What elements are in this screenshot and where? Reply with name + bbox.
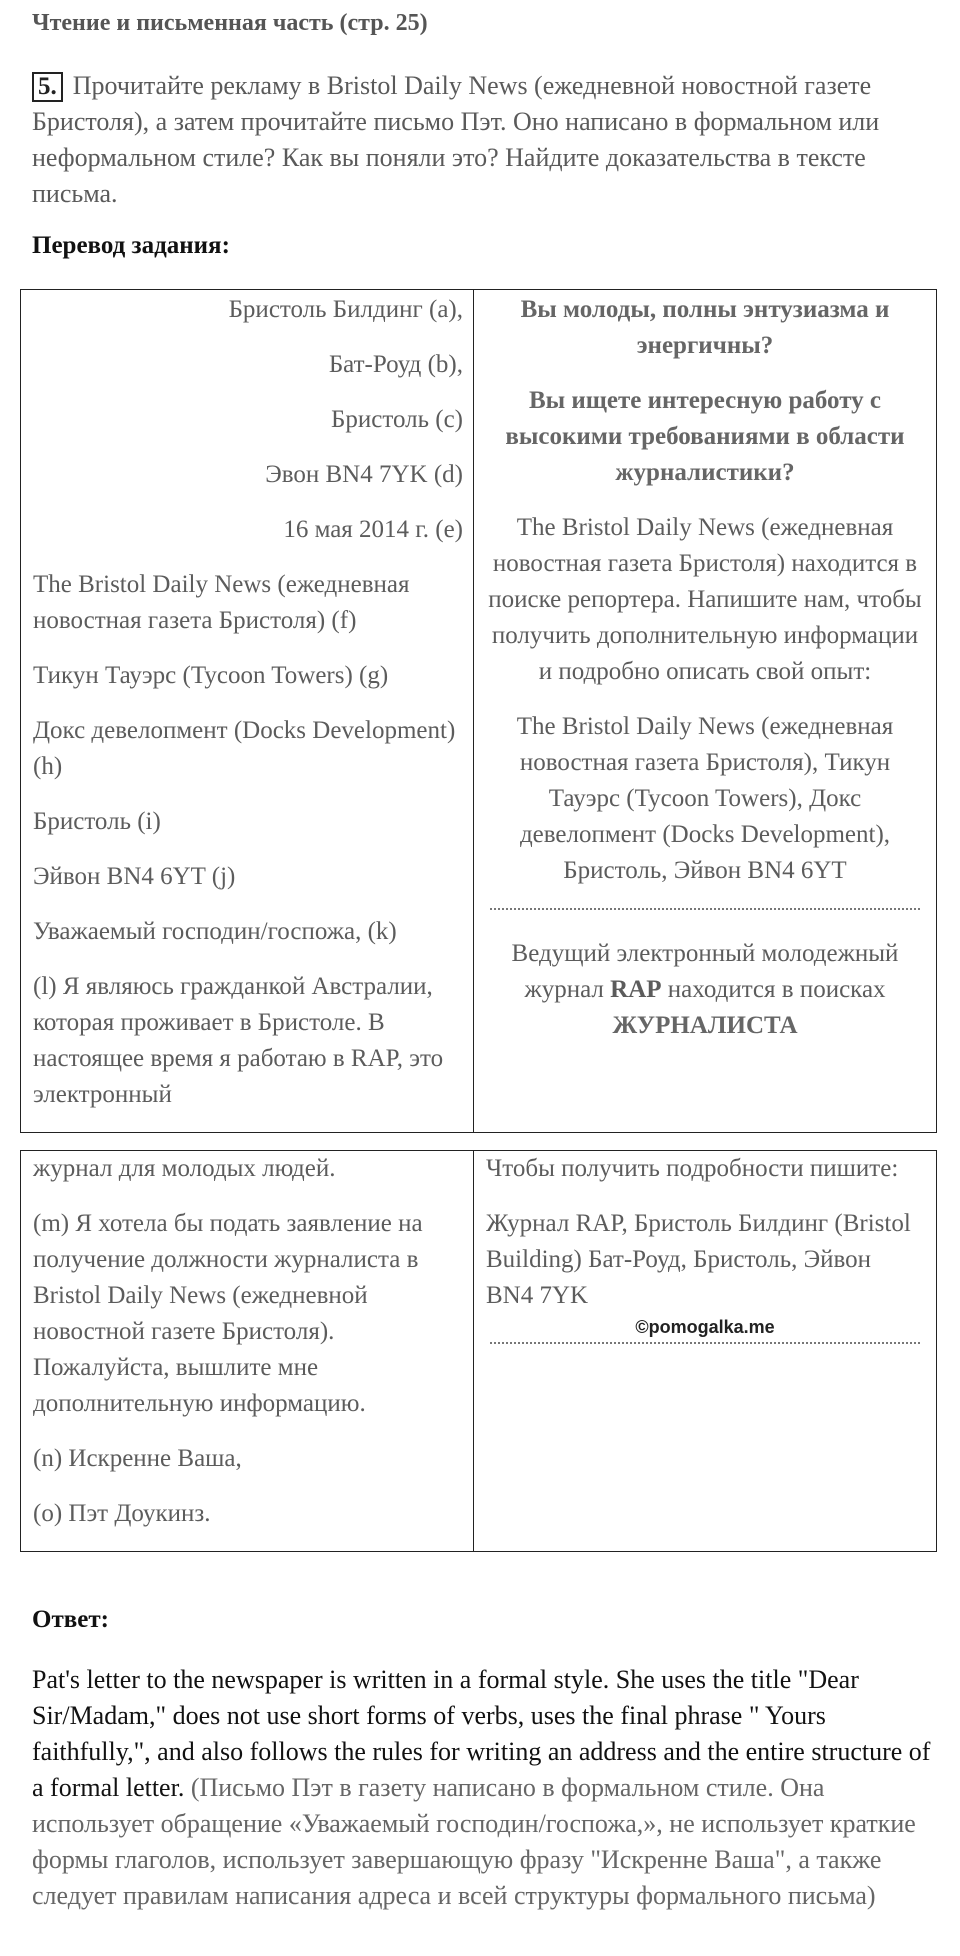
- letter-column-continued: [21, 1151, 474, 1552]
- advert1-body: The Bristol Daily News (ежедневная новостная газета Бристоля) находится в поиске репортера. Напишите нам, чтобы получить дополнительную информации и подробно описать свой опыт:: [488, 514, 922, 685]
- advert2-address: Журнал RAP, Бристоль Билдинг (Bristol Building) Бат-Роуд, Бристоль, Эйвон BN4 7YK: [486, 1210, 911, 1309]
- task-text: Прочитайте рекламу в Bristol Daily News (ежедневной новостной газете Бристоля), а затем прочитайте письмо Пэт. Оно написано в формальном или неформальном стиле? Как вы поняли это? Найдите доказательства в тексте письма.: [32, 71, 880, 208]
- letter-body-part2: журнал для молодых людей.: [33, 1155, 336, 1182]
- advert2-details: Чтобы получить подробности пишите:: [486, 1155, 899, 1182]
- translation-table-part1: [20, 289, 937, 1133]
- letter-paragraph-m: (m) Я хотела бы подать заявление на получение должности журналиста в Bristol Daily News (ежедневной новостной газете Бристоля). Пожалуйста, вышлите мне дополнительную информацию.: [33, 1210, 423, 1417]
- advert2-brand: RAP: [610, 976, 662, 1003]
- sender-address-line: Эвон BN4 7YK (d): [265, 461, 463, 488]
- translation-label: Перевод задания:: [32, 232, 230, 259]
- dotted-divider: [490, 1342, 920, 1344]
- recipient-line: Бристоль (i): [33, 808, 161, 835]
- sender-address-line: Бристоль Билдинг (a),: [228, 296, 463, 323]
- sender-address-line: Бристоль (c): [331, 406, 463, 433]
- dotted-divider: [490, 908, 920, 910]
- advert2-intro: [486, 936, 924, 1008]
- advert-column-continued: [474, 1151, 937, 1552]
- advert2-line-suffix: находится в поисках: [661, 976, 886, 1003]
- letter-column: [21, 290, 474, 1133]
- advert-column: [474, 290, 937, 1133]
- letter-closing: (n) Искренне Ваша,: [33, 1445, 242, 1472]
- recipient-line: Докс девелопмент (Docks Development) (h): [33, 717, 456, 780]
- answer-russian: (Письмо Пэт в газету написано в формальном стиле. Она использует обращение «Уважаемый господин/госпожа,», не использует краткие формы глаголов, использует завершающую фразу "Искренне Ваша", а также следует правилам написания адреса и всей структуры формального письма): [32, 1773, 916, 1910]
- letter-body-part1: (l) Я являюсь гражданкой Австралии, которая проживает в Бристоле. В настоящее время я работаю в RAP, это электронный: [33, 973, 444, 1108]
- letter-signature: (o) Пэт Доукинз.: [33, 1500, 211, 1527]
- advert1-address: The Bristol Daily News (ежедневная новостная газета Бристоля), Тикун Тауэрс (Tycoon Towers), Докс девелопмент (Docks Development), Бристоль, Эйвон BN4 6YT: [516, 713, 894, 884]
- translation-table-part2: [20, 1150, 937, 1552]
- advert2-line-prefix: Ведущий электронный молодежный журнал: [511, 940, 899, 1003]
- task-instruction: [32, 68, 932, 212]
- answer-english: Pat's letter to the newspaper is written in a formal style. She uses the title "Dear Sir/Madam," does not use short forms of verbs, uses the final phrase " Yours faithfully,", and also follows the rules for writing an address and the entire structure of a formal letter.: [32, 1665, 931, 1802]
- recipient-line: The Bristol Daily News (ежедневная новостная газета Бристоля) (f): [33, 571, 410, 634]
- recipient-line: Эйвон BN4 6YT (j): [33, 863, 236, 890]
- advert2-headline: ЖУРНАЛИСТА: [612, 1012, 798, 1039]
- letter-greeting: Уважаемый господин/госпожа, (k): [33, 918, 397, 945]
- recipient-line: Тикун Тауэрс (Tycoon Towers) (g): [33, 662, 389, 689]
- answer-label: Ответ:: [32, 1606, 109, 1633]
- letter-date: 16 мая 2014 г. (e): [283, 516, 463, 543]
- watermark: ©pomogalka.me: [635, 1317, 775, 1337]
- advert1-headline1: Вы молоды, полны энтузиазма и энергичны?: [520, 296, 890, 359]
- page-heading: Чтение и письменная часть (стр. 25): [32, 10, 428, 36]
- task-number: 5.: [32, 72, 63, 102]
- sender-address-line: Бат-Роуд (b),: [328, 351, 463, 378]
- advert1-headline2: Вы ищете интересную работу с высокими требованиями в области журналистики?: [505, 387, 905, 486]
- answer-text: [32, 1662, 932, 1914]
